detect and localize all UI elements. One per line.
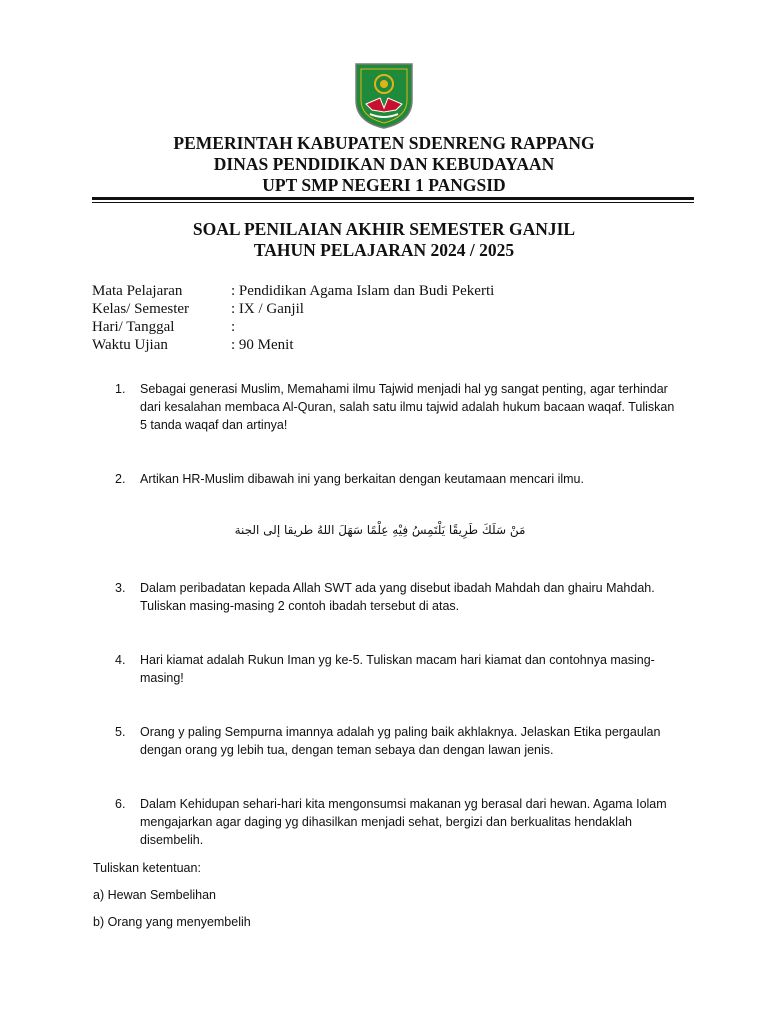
question-number: 3. [115,581,126,595]
instruction-text: Tuliskan ketentuan: [93,861,201,875]
question-number: 1. [115,382,126,396]
question-text: Dalam peribadatan kepada Allah SWT ada yang disebut ibadah Mahdah dan ghairu Mahdah. Tuliskan masing-masing 2 contoh ibadah tersebut di atas. [140,581,655,613]
question-4 [115,651,680,687]
header-divider-thin [92,202,694,203]
department-name: DINAS PENDIDIKAN DAN KEBUDAYAAN [213,154,555,174]
question-number: 4. [115,653,126,667]
question-text: Dalam Kehidupan sehari-hari kita mengonsumsi makanan yg berasal dari hewan. Agama Iolam mengajarkan agar daging yg dihasilkan menjadi sehat, bergizi dan berkualitas hendaklah disembelih. [140,797,667,847]
question-number: 5. [115,725,126,739]
exam-title: SOAL PENILAIAN AKHIR SEMESTER GANJIL [192,219,576,239]
regency-emblem [352,60,416,130]
info-label: Mata Pelajaran [92,283,183,299]
question-number: 6. [115,797,126,811]
question-2 [115,470,680,488]
question-text: Hari kiamat adalah Rukun Iman yg ke-5. Tuliskan macam hari kiamat dan contohnya masing-masing! [140,653,655,685]
info-value: : 90 Menit [231,337,294,353]
question-5 [115,723,680,759]
info-value: : [231,319,236,335]
info-value: : IX / Ganjil [231,301,304,317]
header-divider-thick [92,197,694,200]
academic-year: TAHUN PELAJARAN 2024 / 2025 [253,240,515,260]
question-6 [115,795,680,849]
hadith-arabic-text: مَنْ سَلَكَ طَرِيقًا يَلْتَمِسُ فِيْهِ عِلْمًا سَهَلَ اللهُ طريقا إلى الجنة [234,523,526,537]
question-text: Sebagai generasi Muslim, Memahami ilmu Tajwid menjadi hal yg sangat penting, agar terhindar dari kesalahan membaca Al-Quran, salah satu ilmu tajwid adalah hukum bacaan waqaf. Tuliskan 5 tanda waqaf dan artinya! [140,382,675,432]
info-label: Waktu Ujian [92,337,168,353]
question-text: Artikan HR-Muslim dibawah ini yang berkaitan dengan keutamaan mencari ilmu. [140,472,584,486]
school-name: UPT SMP NEGERI 1 PANGSID [262,175,506,195]
question-1 [115,380,680,434]
info-value: : Pendidikan Agama Islam dan Budi Pekerti [231,283,495,299]
question-text: Orang y paling Sempurna imannya adalah yg paling baik akhlaknya. Jelaskan Etika pergaulan dengan orang yg lebih tua, dengan teman sebaya dan dengan lawan jenis. [140,725,661,757]
list-item-a: a) Hewan Sembelihan [93,888,216,902]
government-name: PEMERINTAH KABUPATEN SDENRENG RAPPANG [173,133,595,153]
list-item-b: b) Orang yang menyembelih [93,915,251,929]
info-label: Hari/ Tanggal [92,319,175,335]
question-number: 2. [115,472,126,486]
info-label: Kelas/ Semester [92,301,190,317]
question-3 [115,579,680,615]
